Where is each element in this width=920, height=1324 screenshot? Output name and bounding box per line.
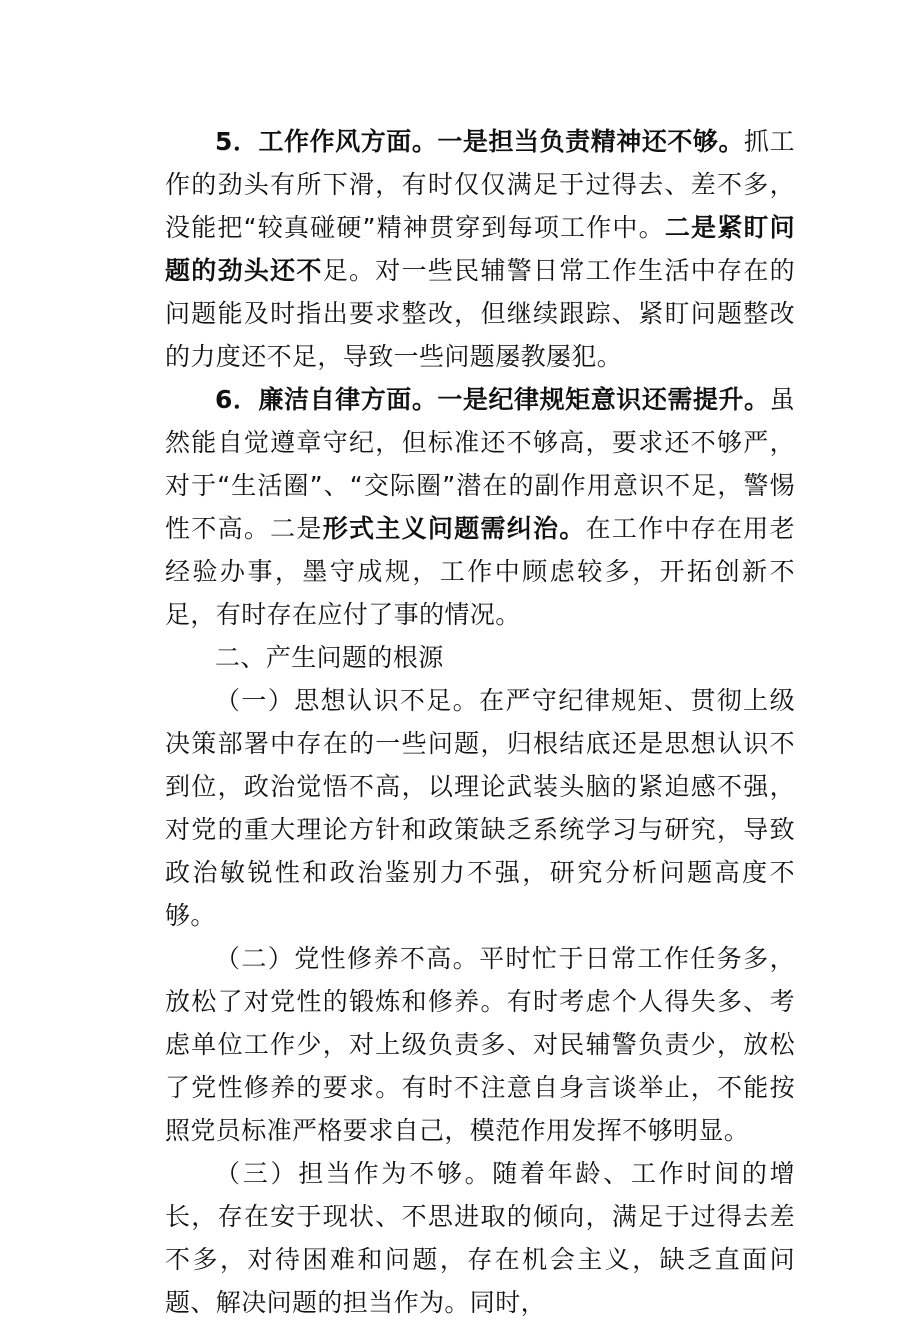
paragraph-ideology (165, 679, 795, 937)
paragraph-subheading-bold: 二是紧盯问题的劲头还不 (165, 213, 795, 285)
paragraph-heading-bold: 5．工作作风方面。一是担当负责精神还不够。 (215, 127, 745, 156)
paragraph-text: （一）思想认识不足。在严守纪律规矩、贯彻上级决策部署中存在的一些问题，归根结底还是思想认识不到位，政治觉悟不高，以理论武装头脑的紧迫感不强，对党的重大理论方针和政策缺乏系统学习与研究，导致政治敏锐性和政治鉴别力不强，研究分析问题高度不够。 (165, 686, 795, 930)
paragraph-text: 在工作中存在用老经验办事，墨守成规，工作中顾虑较多，开拓创新不足，有时存在应付了事的情况。 (165, 514, 795, 629)
paragraph-text: 虽然能自觉遵章守纪，但标准还不够高，要求还不够严，对于“生活圈”、“交际圈”潜在的副作用意识不足，警惕性不高。二是 (165, 385, 795, 543)
paragraph-text: 抓工作的劲头有所下滑，有时仅仅满足于过得去、差不多，没能把“较真碰硬”精神贯穿到每项工作中。 (165, 127, 796, 242)
paragraph-text: 足。对一些民辅警日常工作生活中存在的问题能及时指出要求整改，但继续跟踪、紧盯问题整改的力度还不足，导致一些问题屡教屡犯。 (165, 256, 796, 371)
document-page (165, 120, 795, 1324)
paragraph-text: （三）担当作为不够。随着年龄、工作时间的增长，存在安于现状、不思进取的倾向，满足于过得去差不多，对待困难和问题，存在机会主义，缺乏直面问题、解决问题的担当作为。同时， (165, 1159, 795, 1317)
section-heading-text: 二、产生问题的根源 (215, 643, 444, 672)
section-heading-root-causes (165, 636, 795, 679)
paragraph-integrity (165, 378, 795, 636)
paragraph-subheading-bold: 形式主义问题需纠治。 (322, 514, 586, 543)
paragraph-heading-bold: 6．廉洁自律方面。一是纪律规矩意识还需提升。 (215, 385, 770, 414)
paragraph-responsibility (165, 1152, 795, 1324)
paragraph-work-style (165, 120, 795, 378)
paragraph-party-spirit (165, 937, 795, 1152)
paragraph-text: （二）党性修养不高。平时忙于日常工作任务多，放松了对党性的锻炼和修养。有时考虑个人得失多、考虑单位工作少，对上级负责多、对民辅警负责少，放松了党性修养的要求。有时不注意自身言谈举止，不能按照党员标准严格要求自己，模范作用发挥不够明显。 (165, 944, 795, 1145)
